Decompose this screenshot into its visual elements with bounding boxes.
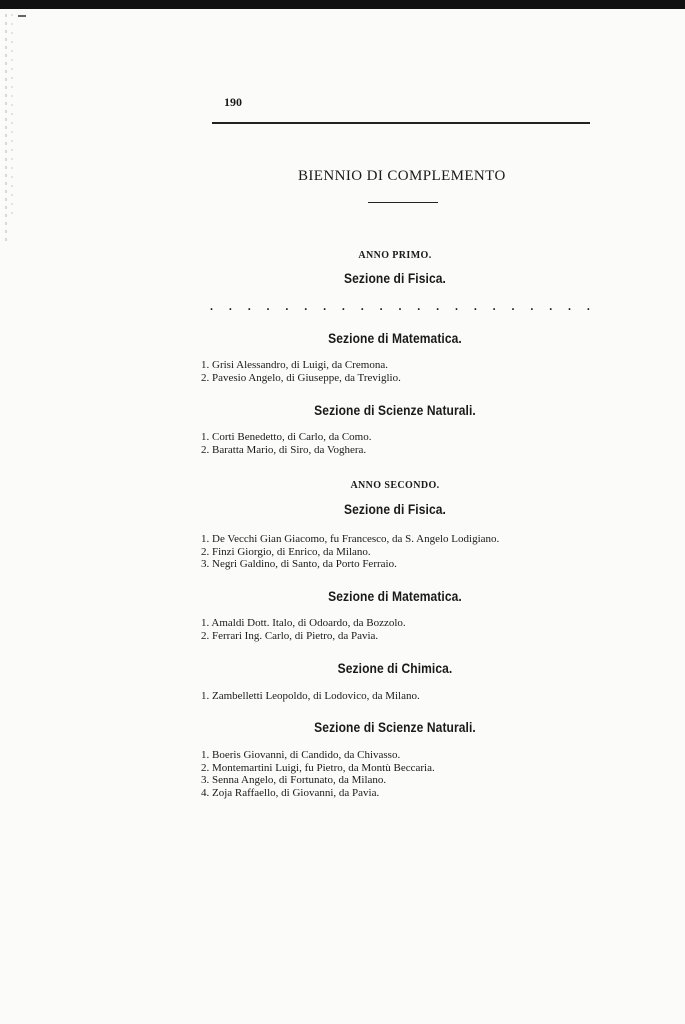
year2-chimica-heading: Sezione di Chimica. [337,660,453,676]
scan-top-border [0,0,685,9]
year2-matematica-list [201,617,406,642]
list-item: 1. Zambelletti Leopoldo, di Lodovico, da Milano. [201,690,420,702]
ellipsis-dot: . [511,299,515,313]
year2-fisica-list [201,533,499,571]
year2-scienze-heading: Sezione di Scienze Naturali. [314,719,476,735]
list-item: 4. Zoja Raffaello, di Giovanni, da Pavia. [201,786,380,799]
ellipsis-dot: . [266,299,270,313]
list-item: 1. De Vecchi Gian Giacomo, fu Francesco, da S. Angelo Lodigiano. [201,533,500,545]
ellipsis-dot: . [417,299,421,313]
year2-heading: ANNO SECONDO. [350,480,440,491]
list-item: 2. Pavesio Angelo, di Giuseppe, da Treviglio. [201,371,401,384]
ellipsis-dot: . [285,299,289,313]
list-item: 1. Grisi Alessandro, di Luigi, da Cremona. [201,359,388,371]
year2-fisica-heading: Sezione di Fisica. [344,501,446,517]
ellipsis-dot: . [398,299,402,313]
ellipsis-dot: . [210,299,213,313]
list-item: 1. Boeris Giovanni, di Candido, da Chivasso. [201,749,401,761]
ellipsis-dot: . [341,299,345,313]
list-item: 2. Montemartini Luigi, fu Pietro, da Montù Beccaria. [201,761,435,774]
ellipsis-dot: . [304,299,308,313]
ellipsis-dot: . [568,299,572,313]
page-title: BIENNIO DI COMPLEMENTO [298,168,506,184]
ellipsis-dot: . [228,299,232,313]
list-item: 3. Senna Angelo, di Fortunato, da Milano. [201,774,387,786]
ellipsis-dot: . [473,299,477,313]
year2-matematica-heading: Sezione di Matematica. [328,588,462,604]
scan-margin-marks [2,14,26,244]
header-rule [212,122,590,124]
ellipsis-dot: . [323,299,327,313]
year1-scienze-list [201,431,371,456]
page-number: 190 [224,95,242,109]
year2-scienze-list [201,749,435,799]
year1-fisica-heading: Sezione di Fisica. [344,270,446,286]
list-item: 1. Corti Benedetto, di Carlo, da Como. [201,431,372,443]
list-item: 2. Finzi Giorgio, di Enrico, da Milano. [201,545,371,558]
ellipsis-dot: . [586,299,590,313]
ellipsis-dot: . [530,299,534,313]
ellipsis-dot: . [360,299,364,313]
list-item: 2. Ferrari Ing. Carlo, di Pietro, da Pavia. [201,629,379,642]
year1-heading: ANNO PRIMO. [358,250,432,261]
year1-matematica-heading: Sezione di Matematica. [328,330,462,346]
year1-scienze-heading: Sezione di Scienze Naturali. [314,402,476,418]
ellipsis-dot: . [247,299,251,313]
list-item: 1. Amaldi Dott. Italo, di Odoardo, da Bozzolo. [201,617,406,629]
ellipsis-dot: . [549,299,553,313]
year2-chimica-list [201,690,420,703]
ellipsis-dot: . [454,299,458,313]
list-item: 2. Baratta Mario, di Siro, da Voghera. [201,443,367,456]
list-item: 3. Negri Galdino, di Santo, da Porto Ferraio. [201,558,397,570]
ellipsis-dot: . [379,299,383,313]
ellipsis-dot: . [436,299,440,313]
ellipsis-row [210,300,590,312]
year1-matematica-list [201,359,401,384]
ellipsis-dot: . [492,299,496,313]
title-rule [368,202,438,203]
